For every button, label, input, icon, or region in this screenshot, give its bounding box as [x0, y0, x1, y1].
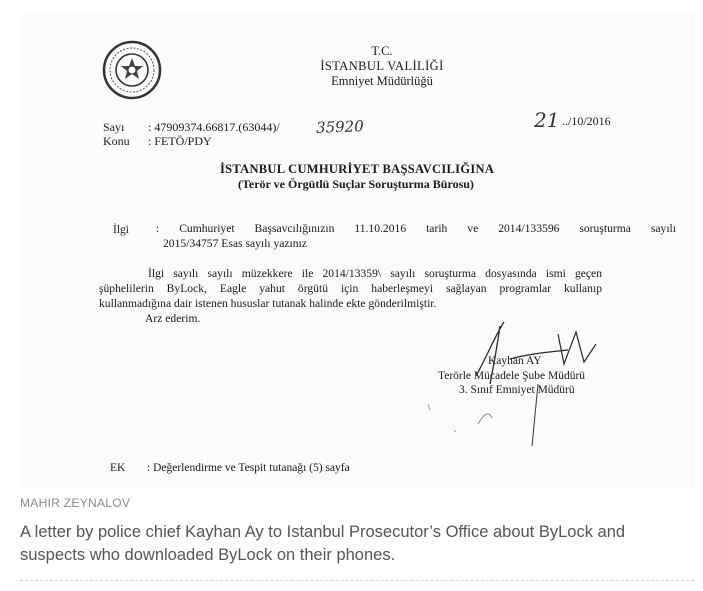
- ek-value: : Değerlendirme ve Tespit tutanağı (5) sayfa: [147, 462, 350, 474]
- konu-label: Konu: [103, 134, 130, 148]
- signer-name: Kayhan AY: [488, 355, 542, 367]
- letter-image: [20, 14, 694, 488]
- sayi-handwritten: 35920: [315, 117, 365, 137]
- signer-title2: 3. Sınıf Emniyet Müdürü: [459, 384, 575, 396]
- ilgi-line2: 2015/34757 Esas sayılı yazınız: [163, 237, 307, 250]
- sayi-value: : 47909374.66817.(63044)/: [148, 120, 280, 134]
- addressee-line1: İSTANBUL CUMHURİYET BAŞSAVCILIĞINA: [220, 162, 495, 176]
- sayi-label: Sayı: [103, 120, 125, 134]
- body-line3: kullanmadığına dair istenen hususlar tutanak halinde ekte gönderilmiştir.: [99, 297, 437, 310]
- body-line2: şüphelilerin ByLock, Eagle yahut örgütü için haberleşmeyi sağlayan programlar kullanıp: [99, 282, 602, 295]
- handwritten-signature: [418, 314, 628, 454]
- caption-divider: [20, 580, 694, 581]
- ilgi-label: İlgi: [113, 224, 129, 236]
- police-seal-icon: [102, 40, 162, 100]
- ilgi-line1: : Cumhuriyet Başsavcılığınızın 11.10.2016 tarih ve 2014/133596 soruşturma sayılı: [156, 222, 676, 235]
- signer-title1: Terörle Mücadele Şube Müdürü: [438, 370, 586, 382]
- header-emniyet: Emniyet Müdürlüğü: [331, 74, 433, 88]
- ek-label: EK: [110, 462, 126, 474]
- konu-value: : FETÖ/PDY: [148, 134, 212, 148]
- image-caption: A letter by police chief Kayhan Ay to Istanbul Prosecutor’s Office about ByLock and suspects who downloaded ByLock on their phones.: [20, 523, 626, 564]
- date-handwritten: 21: [534, 108, 560, 132]
- header-tc: T.C.: [371, 44, 393, 58]
- body-line1: İlgi sayılı sayılı müzekkere ile 2014/13359\ sayılı soruşturma dosyasında ismi geçen: [148, 267, 602, 280]
- header-istanbul-valiligi: İSTANBUL VALİLİĞİ: [320, 59, 444, 73]
- body-closing: Arz ederim.: [145, 312, 201, 325]
- photo-credit: MAHIR ZEYNALOV: [20, 496, 131, 510]
- date-printed: ../10/2016: [562, 114, 611, 128]
- addressee-line2: (Terör ve Örgütlü Suçlar Soruşturma Bürosu): [238, 177, 474, 191]
